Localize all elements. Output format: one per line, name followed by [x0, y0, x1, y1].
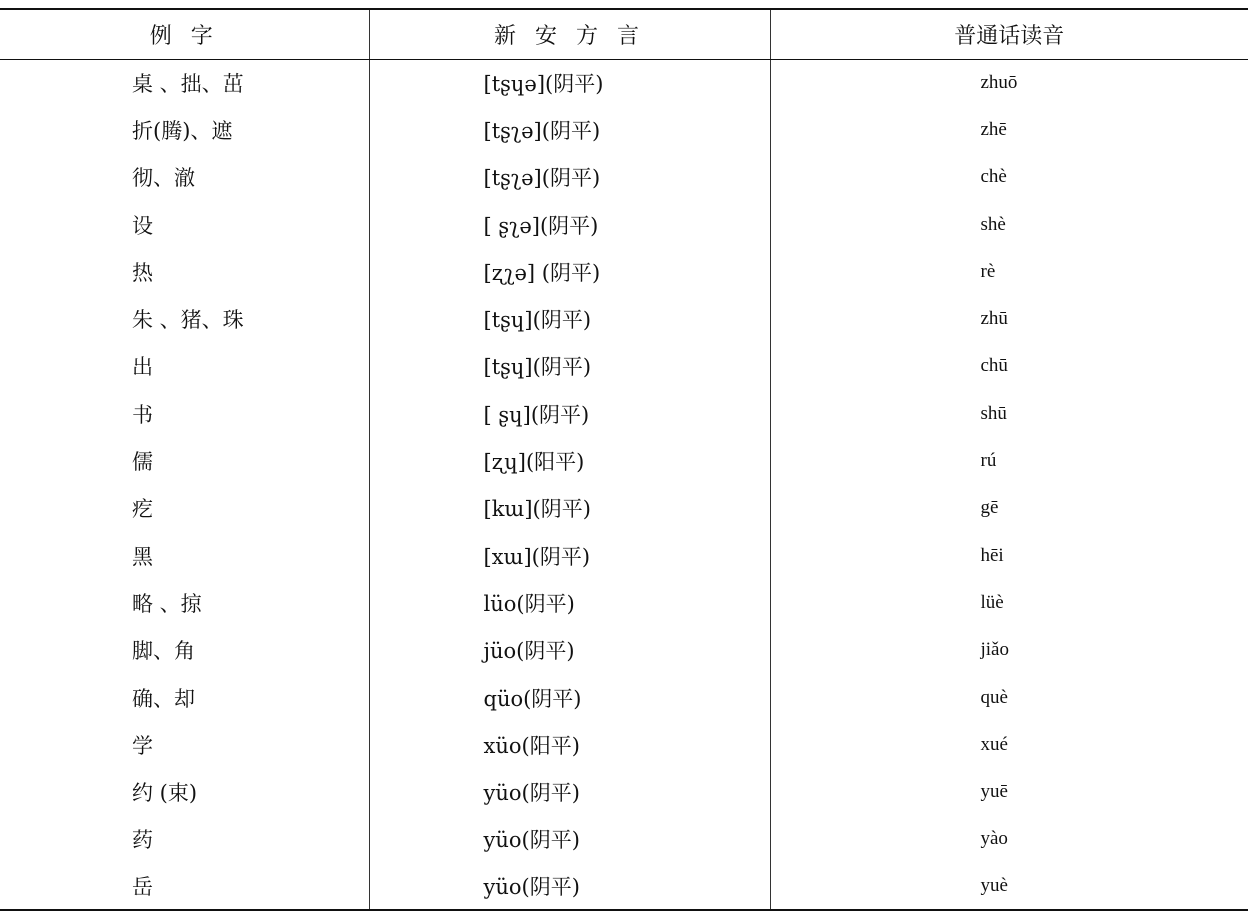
table-row: [0, 437, 1248, 484]
table-row: [0, 863, 1248, 910]
example-chars-cell: 确、却: [132, 686, 195, 711]
table-row: [0, 248, 1248, 295]
dialect-pronunciation-cell: [tʂɥə](阴平): [369, 59, 770, 106]
header-example-chars: 例 字: [0, 9, 369, 59]
example-chars-cell: 热: [132, 260, 153, 285]
example-chars-cell: 儒: [132, 450, 153, 475]
table-row: [0, 674, 1248, 721]
dialect-pronunciation-cell: lüo(阴平): [369, 579, 770, 626]
mandarin-pinyin-cell: zhuō: [770, 59, 1248, 106]
table-row: [0, 485, 1248, 532]
header-xinan-dialect: 新 安 方 言: [369, 9, 770, 59]
dialect-pronunciation-cell: [tʂʅə](阴平): [369, 154, 770, 201]
mandarin-pinyin-cell: jiǎo: [770, 627, 1248, 674]
example-chars-cell: 彻、澈: [132, 166, 195, 191]
mandarin-pinyin-cell: chū: [770, 343, 1248, 390]
mandarin-pinyin-cell: rè: [770, 248, 1248, 295]
dialect-pronunciation-cell: yüo(阴平): [369, 816, 770, 863]
example-chars-cell: 折(腾)、遮: [132, 118, 233, 143]
dialect-pronunciation-cell: [tʂʅə](阴平): [369, 106, 770, 153]
table-row: [0, 579, 1248, 626]
mandarin-pinyin-cell: xué: [770, 721, 1248, 768]
table-row: [0, 816, 1248, 863]
table-body: [0, 59, 1248, 910]
example-chars-cell: 疙: [132, 497, 153, 522]
dialect-pronunciation-cell: [ ʂʅə](阴平): [369, 201, 770, 248]
table-row: [0, 768, 1248, 815]
table-row: [0, 154, 1248, 201]
dialect-pronunciation-cell: yüo(阴平): [369, 768, 770, 815]
mandarin-pinyin-cell: lüè: [770, 579, 1248, 626]
dialect-pronunciation-cell: jüo(阴平): [369, 627, 770, 674]
example-chars-cell: 岳: [0, 863, 369, 910]
dialect-pronunciation-cell: [ʐʅə] (阴平): [369, 248, 770, 295]
mandarin-pinyin-cell: zhū: [770, 295, 1248, 342]
example-chars-cell: 黑: [132, 544, 153, 569]
example-chars-cell: 约 (束): [132, 781, 198, 806]
table-row: [0, 721, 1248, 768]
mandarin-pinyin-cell: gē: [770, 485, 1248, 532]
mandarin-pinyin-cell: chè: [770, 154, 1248, 201]
table-row: [0, 59, 1248, 106]
example-chars-cell: 设: [132, 213, 153, 238]
mandarin-pinyin-cell: shū: [770, 390, 1248, 437]
example-chars-cell: 朱 、猪、珠: [132, 308, 244, 333]
example-chars-cell: 出: [132, 355, 153, 380]
dialect-pronunciation-cell: yüo(阴平): [369, 863, 770, 910]
mandarin-pinyin-cell: yuè: [770, 863, 1248, 910]
mandarin-pinyin-cell: què: [770, 674, 1248, 721]
header-row: [0, 9, 1248, 59]
example-chars-cell: 脚、角: [132, 639, 195, 664]
pronunciation-table: [0, 8, 1248, 911]
mandarin-pinyin-cell: zhē: [770, 106, 1248, 153]
dialect-pronunciation-cell: [tʂɥ](阴平): [369, 343, 770, 390]
dialect-pronunciation-cell: xüo(阳平): [369, 721, 770, 768]
dialect-pronunciation-cell: [ ʂɥ](阴平): [369, 390, 770, 437]
pronunciation-table-container: [0, 8, 1248, 911]
example-chars-cell: 桌 、拙、茁: [132, 71, 244, 96]
table-row: [0, 295, 1248, 342]
table-row: [0, 390, 1248, 437]
table-row: [0, 106, 1248, 153]
dialect-pronunciation-cell: [kɯ](阴平): [369, 485, 770, 532]
table-row: [0, 532, 1248, 579]
mandarin-pinyin-cell: yào: [770, 816, 1248, 863]
example-chars-cell: 学: [132, 733, 153, 758]
dialect-pronunciation-cell: [xɯ](阴平): [369, 532, 770, 579]
mandarin-pinyin-cell: rú: [770, 437, 1248, 484]
table-row: [0, 627, 1248, 674]
dialect-pronunciation-cell: [ʐɥ](阳平): [369, 437, 770, 484]
header-mandarin-reading: 普通话读音: [770, 9, 1248, 59]
example-chars-cell: 略 、掠: [132, 591, 202, 616]
dialect-pronunciation-cell: qüo(阴平): [369, 674, 770, 721]
table-header: [0, 9, 1248, 59]
mandarin-pinyin-cell: shè: [770, 201, 1248, 248]
mandarin-pinyin-cell: hēi: [770, 532, 1248, 579]
example-chars-cell: 药: [132, 828, 153, 853]
example-chars-cell: 书: [132, 402, 153, 427]
mandarin-pinyin-cell: yuē: [770, 768, 1248, 815]
dialect-pronunciation-cell: [tʂɥ](阴平): [369, 295, 770, 342]
table-row: [0, 201, 1248, 248]
table-row: [0, 343, 1248, 390]
